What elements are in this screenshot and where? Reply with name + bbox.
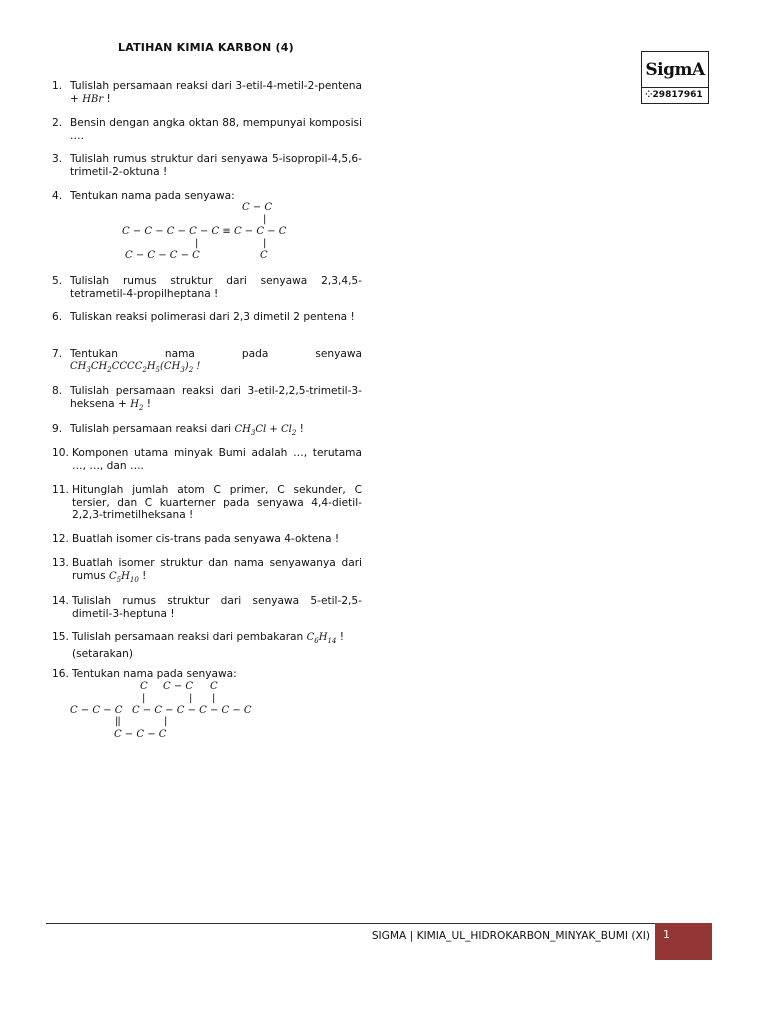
- document-title: LATIHAN KIMIA KARBON (4): [118, 41, 294, 54]
- question-number: 12.: [52, 533, 69, 545]
- question-text: Tulislah persamaan reaksi dari 3-etil-2,2,5-trimetil-3-heksena +: [70, 385, 362, 410]
- question-number: 1.: [52, 80, 63, 92]
- question-number: 10.: [52, 447, 69, 459]
- question-number: 7.: [52, 348, 63, 360]
- question-text: Tulislah persamaan reaksi dari pembakaran: [72, 631, 307, 643]
- structure-4-line-3: C − C − C − C: [125, 250, 200, 261]
- question-text: Komponen utama minyak Bumi adalah …, terutama …, …, dan ….: [72, 447, 362, 472]
- question-math: $C_6H_{14}$: [306, 632, 337, 645]
- question-formula: $CH_3CH_2CCCC_2H_5(CH_3)_2$ !: [70, 360, 201, 374]
- page-number-box: [655, 923, 712, 960]
- question-text-end: !: [143, 397, 152, 410]
- bond-vertical: |: [164, 716, 168, 727]
- question-3: [52, 153, 362, 178]
- structure-4-line-1: C − C: [242, 202, 273, 213]
- question-8: [52, 385, 362, 414]
- question-text: Tulislah rumus struktur dari senyawa 5-isopropil-4,5,6-trimetil-2-oktuna !: [70, 153, 362, 178]
- question-text: Tulislah persamaan reaksi dari: [70, 423, 235, 435]
- structure-16-line-1b: C − C: [163, 681, 194, 692]
- question-9: [52, 423, 362, 440]
- question-number: 11.: [52, 484, 69, 496]
- bbm-icon: ⁘: [645, 90, 653, 100]
- question-text: Tentukan nama pada senyawa:: [72, 668, 237, 680]
- question-number: 3.: [52, 153, 63, 165]
- question-14: [52, 595, 362, 620]
- question-number: 2.: [52, 117, 63, 129]
- bond-vertical: |: [189, 693, 193, 704]
- question-text: Tulislah rumus struktur dari senyawa 2,3,4,5-tetrametil-4-propilheptana !: [70, 275, 362, 300]
- structure-4-line-2: C − C − C − C − C ≡ C − C − C: [122, 226, 287, 237]
- question-text: Tulislah persamaan reaksi dari 3-etil-4-metil-2-pentena +: [70, 80, 362, 105]
- question-text: Buatlah isomer struktur dan nama senyawanya dari rumus: [72, 557, 362, 582]
- question-4: [52, 190, 362, 203]
- question-text-end: !: [296, 423, 304, 435]
- footer-rule: [46, 923, 655, 924]
- structure-4-line-3b: C: [260, 250, 268, 261]
- question-16: [52, 668, 362, 681]
- bond-vertical: |: [263, 238, 267, 249]
- question-text-end: ! (setarakan): [72, 631, 345, 660]
- bond-vertical: |: [212, 693, 216, 704]
- logo-divider: [642, 87, 708, 88]
- question-text: Buatlah isomer cis-trans pada senyawa 4-oktena !: [72, 533, 340, 545]
- footer-text: SIGMA | KIMIA_UL_HIDROKARBON_MINYAK_BUMI (XI): [371, 930, 650, 942]
- question-number: 16.: [52, 668, 69, 680]
- question-5: [52, 275, 362, 300]
- question-number: 9.: [52, 423, 63, 435]
- question-1: [52, 80, 362, 106]
- question-text: Tentukan nama pada senyawa: [70, 348, 362, 360]
- question-12: [52, 533, 362, 546]
- question-2: [52, 117, 362, 142]
- question-number: 4.: [52, 190, 63, 202]
- question-7: [52, 348, 362, 376]
- question-13: [52, 557, 362, 586]
- structure-16-line-1c: C: [210, 681, 218, 692]
- structure-16-line-2: C − C − C C − C − C − C − C − C: [70, 705, 252, 716]
- bond-double-vertical: ||: [115, 716, 120, 727]
- question-number: 15.: [52, 631, 69, 643]
- question-text: Bensin dengan angka oktan 88, mempunyai komposisi ….: [70, 117, 362, 142]
- sigma-logo: [641, 51, 709, 104]
- question-text: Tuliskan reaksi polimerasi dari 2,3 dimetil 2 pentena !: [70, 311, 355, 323]
- question-math: $C_5H_{10}$: [109, 570, 139, 584]
- question-number: 8.: [52, 385, 63, 397]
- question-number: 13.: [52, 557, 69, 569]
- question-number: 5.: [52, 275, 63, 287]
- bond-vertical: |: [142, 693, 146, 704]
- question-math: $CH_3Cl + Cl_2$: [234, 424, 297, 437]
- structure-16-line-3: C − C − C: [114, 729, 167, 740]
- page-number: 1: [663, 928, 670, 941]
- structure-16-line-1a: C: [140, 681, 148, 692]
- question-number: 6.: [52, 311, 63, 323]
- question-math: HBr: [82, 93, 104, 105]
- question-15: [52, 631, 362, 660]
- question-text: Tulislah rumus struktur dari senyawa 5-etil-2,5-dimetil-3-heptuna !: [72, 595, 362, 620]
- question-number: 14.: [52, 595, 69, 607]
- logo-word: SigmA: [645, 60, 705, 80]
- question-text: Tentukan nama pada senyawa:: [70, 190, 235, 202]
- logo-pin: [645, 90, 708, 100]
- logo-pin-number: 29817961: [652, 90, 703, 100]
- question-6: [52, 311, 362, 324]
- question-text: Hitunglah jumlah atom C primer, C sekunder, C tersier, dan C kuarterner pada senyawa 4,4-dietil-2,2,3-trimetilheksana !: [72, 484, 362, 521]
- question-10: [52, 447, 362, 472]
- question-11: [52, 484, 362, 522]
- bond-vertical: |: [263, 214, 267, 225]
- bond-vertical: |: [195, 238, 199, 249]
- question-text-end: !: [138, 569, 147, 582]
- question-math: $H_2$: [130, 398, 144, 412]
- question-text-end: !: [103, 92, 111, 105]
